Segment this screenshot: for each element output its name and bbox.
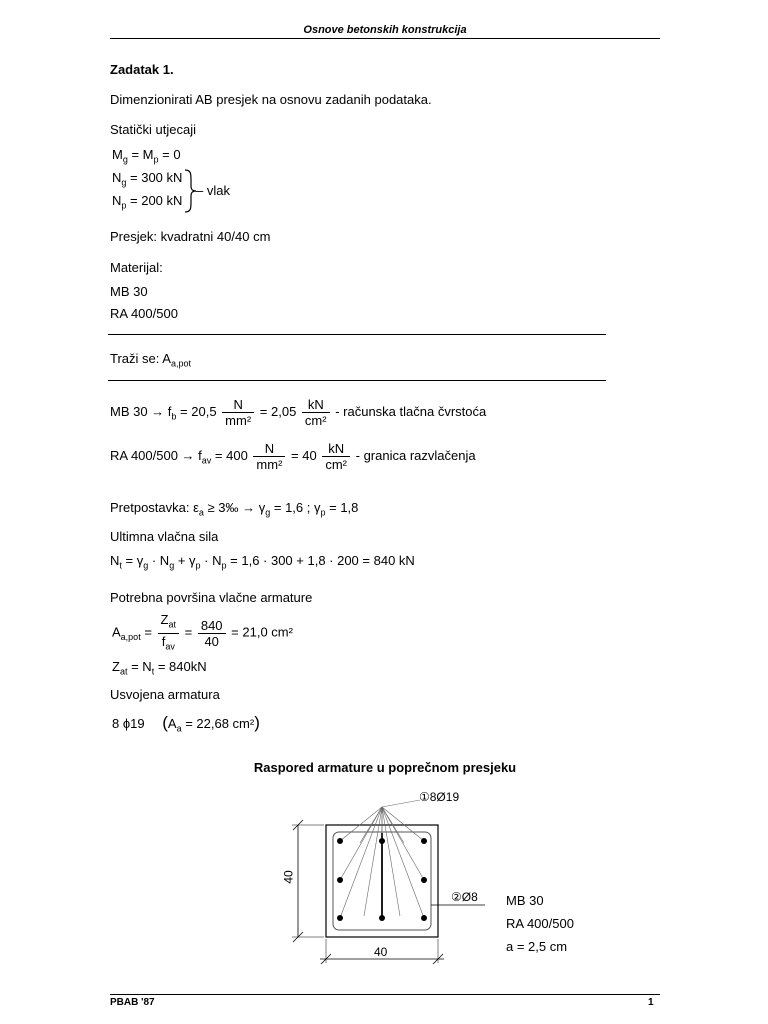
page-number: 1 xyxy=(648,997,654,1008)
concrete-strength-line: MB $30 \to f_b = 20,5$ $\frac{N}{\text{mm²}}$ = 2,05 $\frac{kN}{\text{cm²}}$ - računska tlačna čvrstoća xyxy=(110,397,487,428)
required-area-equation: $A_{a,pot}$ = $\frac{Z_{at}}{f_{av}}$ = $\frac{840}{40}$ = 21,0 cm² xyxy=(112,612,293,652)
task-intro: Dimenzionirati AB presjek na osnovu zadanih podataka. xyxy=(110,92,432,107)
leader-lines xyxy=(340,800,424,918)
legend-cover: a = 2,5 cm xyxy=(506,939,568,954)
adopted-reinforcement-value: 8 ϕ19 ($A_a = 22,68$ cm²) xyxy=(112,713,260,734)
ultimate-force-equation: $N_t = \gamma_g \cdot N_g + \gamma_p \cdot N_p = 1,6 \cdot 300 + 1,8 \cdot 200 = 840$ kN xyxy=(110,553,415,571)
steel-yield-line: RA $400/500 \to f_{av} = 400$ $\frac{N}{\text{mm²}}$ = 40 $\frac{kN}{\text{cm²}}$ - granica razvlačenja xyxy=(110,441,476,472)
height-dimension-label: 40 xyxy=(281,870,296,884)
main-bars-label: ①8Ø19 xyxy=(419,790,460,804)
drawing-caption: Raspored armature u poprečnom presjeku xyxy=(253,760,517,775)
adopted-reinforcement-label: Usvojena armatura xyxy=(110,687,220,702)
section-description: Presjek: kvadratni 40/40 cm xyxy=(110,229,271,244)
static-effects-label: Statički utjecaji xyxy=(110,122,196,137)
required-area-label: Potrebna površina vlačne armature xyxy=(110,590,313,605)
equation-moments: $M_g = M_p = 0$ xyxy=(112,147,181,165)
assumption-line: Pretpostavka: $\varepsilon_a$ ≥ 3‰ → $\gamma_g = 1,6$ ; $\gamma_p = 1,8$ xyxy=(110,500,359,518)
header-rule xyxy=(110,38,660,39)
material-steel: RA 400/500 xyxy=(110,306,178,321)
ultimate-force-label: Ultimna vlačna sila xyxy=(110,529,219,544)
legend-concrete: MB 30 xyxy=(506,893,544,908)
footer-rule xyxy=(110,994,660,995)
material-concrete: MB 30 xyxy=(110,284,148,299)
material-label: Materijal: xyxy=(110,260,163,275)
separator-rule-1 xyxy=(108,334,606,335)
stirrup-label: ②Ø8 xyxy=(451,890,478,904)
width-dimension-label: 40 xyxy=(374,945,388,959)
cross-section-drawing xyxy=(280,785,580,965)
required-quantity: Traži se: $A_{a,pot}$ xyxy=(110,351,191,369)
tension-label: – vlak xyxy=(196,183,230,198)
separator-rule-2 xyxy=(108,380,606,381)
equation-ng: $N_g = 300$ kN xyxy=(112,170,183,188)
page-header-title: Osnove betonskih konstrukcija xyxy=(303,24,467,36)
z-equation: $Z_{at} = N_t = 840kN$ xyxy=(112,659,207,677)
equation-np: $N_p = 200$ kN xyxy=(112,193,183,211)
task-title: Zadatak 1. xyxy=(110,62,174,77)
footer-left: PBAB '87 xyxy=(110,997,155,1008)
legend-steel: RA 400/500 xyxy=(506,916,574,931)
